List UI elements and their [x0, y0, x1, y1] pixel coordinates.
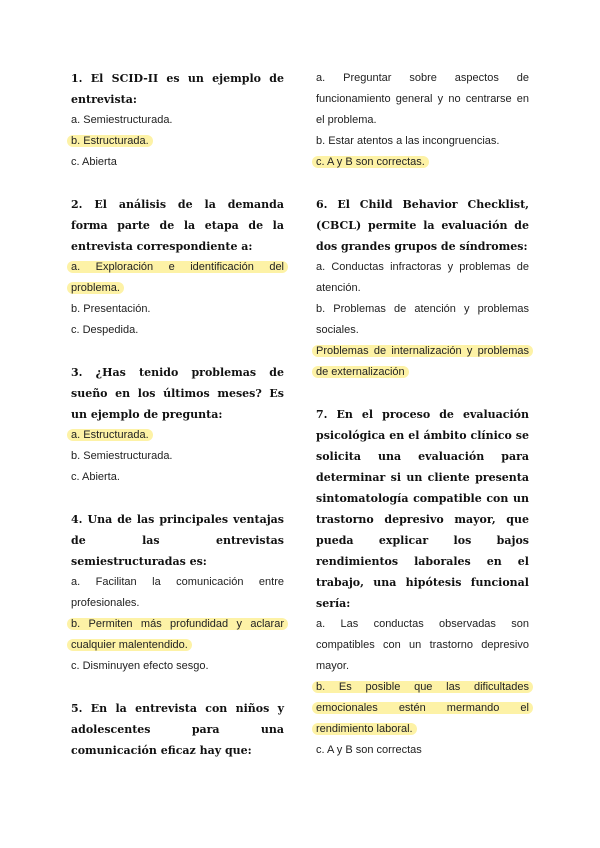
q3-option-c[interactable]: c. Abierta.: [71, 471, 120, 483]
q2-option-a-correct[interactable]: a. Exploración e identificación del problema.: [71, 257, 284, 299]
question-2: 2. El análisis de la demanda forma parte de la etapa de la entrevista correspondiente a:: [71, 198, 284, 253]
q3-option-a-correct[interactable]: a. Estructurada.: [71, 425, 284, 446]
question-7: 7. En el proceso de evaluación psicológica en el ámbito clínico se solicita una evaluación para determinar si un cliente presenta sintomatología compatible con un trastorno depresivo mayor, que pueda explicar los bajos rendimientos laborales en el trabajo, una hipótesis funcional sería:: [316, 408, 529, 610]
q7-option-b-correct[interactable]: b. Es posible que las dificultades emocionales estén mermando el rendimiento laboral.: [316, 677, 529, 740]
q1-option-b-correct[interactable]: b. Estructurada.: [71, 131, 284, 152]
left-column: [71, 68, 284, 761]
right-column: [316, 68, 529, 761]
question-1: 1. El SCID-II es un ejemplo de entrevista:: [71, 72, 284, 106]
question-6: 6. El Child Behavior Checklist, (CBCL) permite la evaluación de dos grandes grupos de síndromes:: [316, 198, 529, 253]
q1-option-a[interactable]: a. Semiestructurada.: [71, 114, 173, 126]
q4-option-a[interactable]: a. Facilitan la comunicación entre profesionales.: [71, 576, 284, 609]
q4-option-b-correct[interactable]: b. Permiten más profundidad y aclarar cualquier malentendido.: [71, 614, 284, 656]
q6-option-b[interactable]: b. Problemas de atención y problemas sociales.: [316, 303, 529, 336]
q7-option-c[interactable]: c. A y B son correctas: [316, 744, 422, 756]
q3-option-b[interactable]: b. Semiestructurada.: [71, 450, 173, 462]
q7-option-a[interactable]: a. Las conductas observadas son compatibles con un trastorno depresivo mayor.: [316, 618, 529, 672]
question-5: 5. En la entrevista con niños y adolescentes para una comunicación eficaz hay que:: [71, 702, 284, 757]
q6-option-c-correct[interactable]: Problemas de internalización y problemas de externalización: [316, 341, 529, 383]
q6-option-a[interactable]: a. Conductas infractoras y problemas de atención.: [316, 261, 529, 294]
q5-option-a[interactable]: a. Preguntar sobre aspectos de funcionamiento general y no centrarse en el problema.: [316, 72, 529, 126]
q2-option-b[interactable]: b. Presentación.: [71, 303, 151, 315]
q1-option-c[interactable]: c. Abierta: [71, 156, 117, 168]
q5-option-b[interactable]: b. Estar atentos a las incongruencias.: [316, 135, 500, 147]
q2-option-c[interactable]: c. Despedida.: [71, 324, 139, 336]
question-3: 3. ¿Has tenido problemas de sueño en los últimos meses? Es un ejemplo de pregunta:: [71, 366, 284, 421]
q5-option-c-correct[interactable]: c. A y B son correctas.: [316, 152, 529, 173]
question-4: 4. Una de las principales ventajas de las entrevistas semiestructuradas es:: [71, 513, 284, 568]
q4-option-c[interactable]: c. Disminuyen efecto sesgo.: [71, 660, 209, 672]
